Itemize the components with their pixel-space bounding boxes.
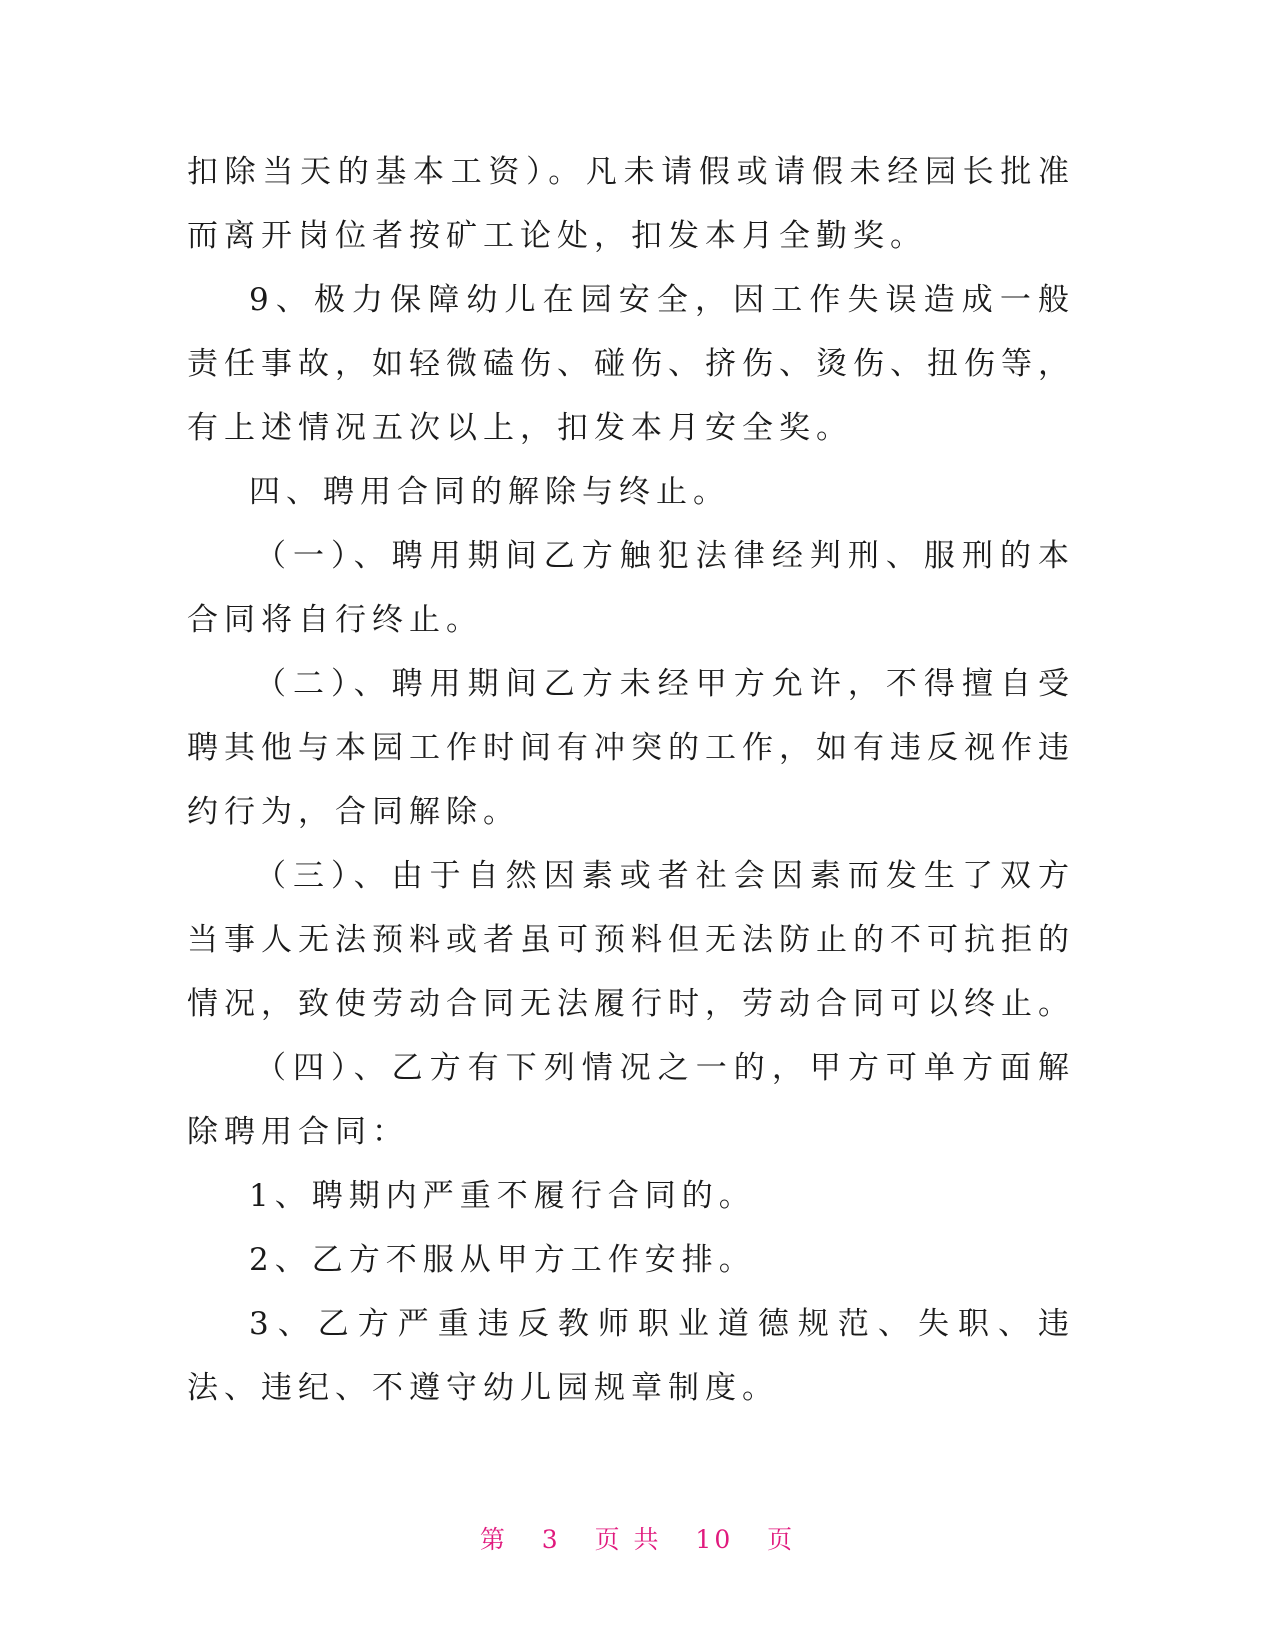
section-heading-4: 四、聘用合同的解除与终止。 [249, 474, 730, 510]
paragraph-clause-1: （一）、聘用期间乙方触犯法律经判刑、服刑的本合同将自行终止。 [187, 538, 1075, 638]
page-footer [0, 1520, 1275, 1556]
footer-page-number: 3 [541, 1525, 561, 1554]
footer-total-pages: 10 [695, 1525, 734, 1554]
footer-prefix: 第 [479, 1525, 508, 1554]
list-item-2: 2、乙方不服从甲方工作安排。 [249, 1242, 756, 1278]
list-item-1: 1、聘期内严重不履行合同的。 [249, 1178, 756, 1214]
paragraph-continuation: 扣除当天的基本工资）。凡未请假或请假未经园长批准而离开岗位者按矿工论处，扣发本月全勤奖。 [187, 154, 1075, 254]
paragraph-clause-4: （四）、乙方有下列情况之一的，甲方可单方面解除聘用合同： [187, 1050, 1075, 1150]
document-body [187, 140, 1075, 1420]
paragraph-clause-3: （三）、由于自然因素或者社会因素而发生了双方当事人无法预料或者虽可预料但无法防止的不可抗拒的情况，致使劳动合同无法履行时，劳动合同可以终止。 [187, 858, 1075, 1022]
paragraph-item-9: 9、极力保障幼儿在园安全，因工作失误造成一般责任事故，如轻微磕伤、碰伤、挤伤、烫伤、扭伤等，有上述情况五次以上，扣发本月安全奖。 [187, 282, 1075, 446]
footer-suffix: 页 [767, 1525, 796, 1554]
footer-middle: 页 共 [594, 1525, 662, 1554]
list-item-3: 3、乙方严重违反教师职业道德规范、失职、违法、违纪、不遵守幼儿园规章制度。 [187, 1306, 1075, 1406]
paragraph-clause-2: （二）、聘用期间乙方未经甲方允许，不得擅自受聘其他与本园工作时间有冲突的工作，如有违反视作违约行为，合同解除。 [187, 666, 1075, 830]
